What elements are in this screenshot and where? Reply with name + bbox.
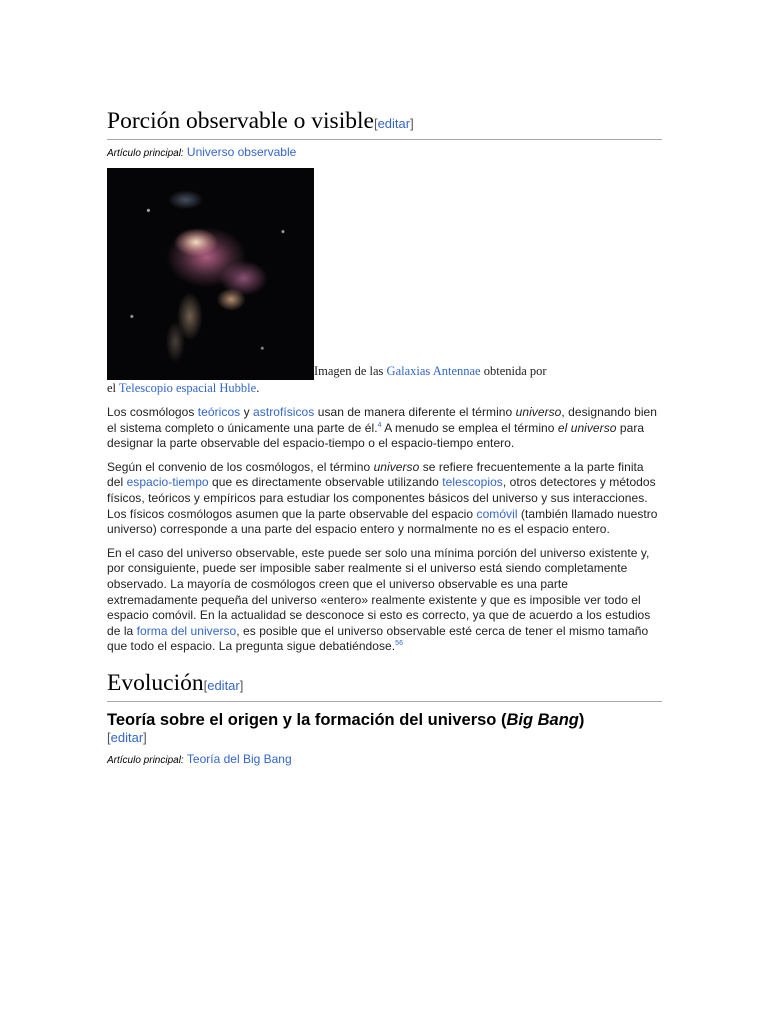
caption-link-hubble[interactable]: Telescopio espacial Hubble — [118, 381, 257, 395]
italic-term: universo — [515, 405, 562, 419]
subsection-heading-post: ) — [578, 710, 585, 729]
text: Los cosmólogos — [107, 405, 198, 419]
text: usan de manera diferente el término — [314, 405, 516, 419]
text: se refiere frecuentemente a la parte finita del — [107, 459, 644, 490]
edit-bracket-close: ] — [410, 116, 414, 131]
section-heading-text: Evolución — [107, 669, 204, 696]
edit-bracket-close: ] — [143, 729, 147, 745]
text: A menudo se emplea el término — [381, 420, 558, 435]
text: En el caso del universo observable, este puede ser solo una mínima porción del universo existente y, por consiguiente, puede ser imposible saber realmente si el universo está siendo completamente observado. La mayoría de cosmólogos creen que el universo observable es una parte extremadamente pequeña del universo «entero» realmente existente y que es imposible ver todo el espacio comóvil. En la actualidad se desconoce si esto es correcto, ya que de acuerdo a los estudios de la — [107, 545, 651, 638]
caption-mid: obtenida por — [480, 364, 547, 378]
top-spacer — [107, 0, 662, 107]
edit-link[interactable]: editar — [110, 729, 144, 745]
antennae-galaxies-image[interactable] — [107, 168, 314, 380]
paragraph-1 — [107, 405, 662, 452]
image-figure — [107, 168, 662, 397]
section-edit-link-evolucion[interactable] — [204, 678, 244, 693]
paragraph-3 — [107, 546, 662, 655]
text: , otros detectores y métodos físicos, teóricos y empíricos para estudiar los componentes básicos del universo y sus interacciones. Los físicos cosmólogos asumen que la parte observable del espacio — [107, 475, 656, 521]
text: que es directamente observable utilizando — [208, 475, 443, 490]
section-heading-text: Porción observable o visible — [107, 108, 374, 134]
link-telescopios[interactable]: telescopios — [442, 475, 503, 490]
hatnote-link-teoria-big-bang[interactable]: Teoría del Big Bang — [186, 751, 292, 766]
hatnote-label: Artículo principal: — [107, 148, 184, 159]
hatnote-label: Artículo principal: — [107, 754, 184, 766]
italic-term: el universo — [557, 420, 617, 435]
hatnote-link-universo-observable[interactable]: Universo observable — [186, 145, 297, 159]
caption-second-line — [107, 380, 662, 397]
edit-bracket-open: [ — [373, 116, 378, 131]
edit-bracket-open: [ — [107, 729, 111, 745]
caption-pre: Imagen de las — [314, 364, 387, 378]
edit-link[interactable]: editar — [377, 116, 411, 131]
section-edit-link-observable[interactable] — [374, 116, 414, 131]
edit-bracket-open: [ — [203, 677, 208, 693]
text: , designando bien el sistema completo o únicamente una parte de él. — [107, 405, 658, 435]
paragraph-2 — [107, 460, 662, 538]
reference-56[interactable] — [395, 640, 403, 647]
main-article-hatnote-big-bang — [107, 752, 662, 768]
article-content — [107, 0, 662, 775]
link-forma-del-universo[interactable]: forma del universo — [136, 623, 237, 638]
text: , es posible que el universo observable esté cerca de tener el mismo tamaño que todo el espacio. La pregunta sigue debatiéndose. — [107, 623, 649, 654]
link-comovil[interactable]: comóvil — [476, 506, 518, 521]
link-astrofisicos[interactable]: astrofísicos — [253, 405, 315, 419]
caption-end: . — [256, 381, 260, 395]
caption-pre2: el — [107, 381, 119, 395]
text: Según el convenio de los cosmólogos, el término — [107, 459, 374, 474]
link-teoricos[interactable]: teóricos — [197, 405, 241, 419]
subsection-edit-link[interactable] — [107, 730, 662, 746]
reference-link[interactable]: 56 — [395, 640, 404, 648]
section-heading-observable — [107, 107, 662, 140]
edit-bracket-close: ] — [239, 677, 244, 693]
text: y — [240, 405, 254, 419]
subsection-heading-pre: Teoría sobre el origen y la formación del universo ( — [107, 710, 507, 729]
section-heading-evolucion — [107, 669, 662, 702]
main-article-hatnote — [107, 145, 662, 161]
italic-term: universo — [373, 459, 420, 474]
reference-link[interactable]: 4 — [377, 421, 382, 429]
section-spacer — [107, 655, 662, 669]
text: para designar la parte observable del espacio-tiempo o el espacio-tiempo entero. — [107, 420, 645, 451]
text: (también llamado nuestro universo) corresponde a una parte del espacio entero y normalmente no es el espacio entero. — [107, 506, 658, 537]
caption-link-galaxias-antennae[interactable]: Galaxias Antennae — [386, 364, 481, 378]
subsection-heading-big-bang — [107, 710, 662, 730]
link-espacio-tiempo[interactable]: espacio-tiempo — [126, 475, 209, 490]
subsection-heading-italic: Big Bang — [506, 710, 579, 729]
edit-link[interactable]: editar — [207, 677, 240, 693]
